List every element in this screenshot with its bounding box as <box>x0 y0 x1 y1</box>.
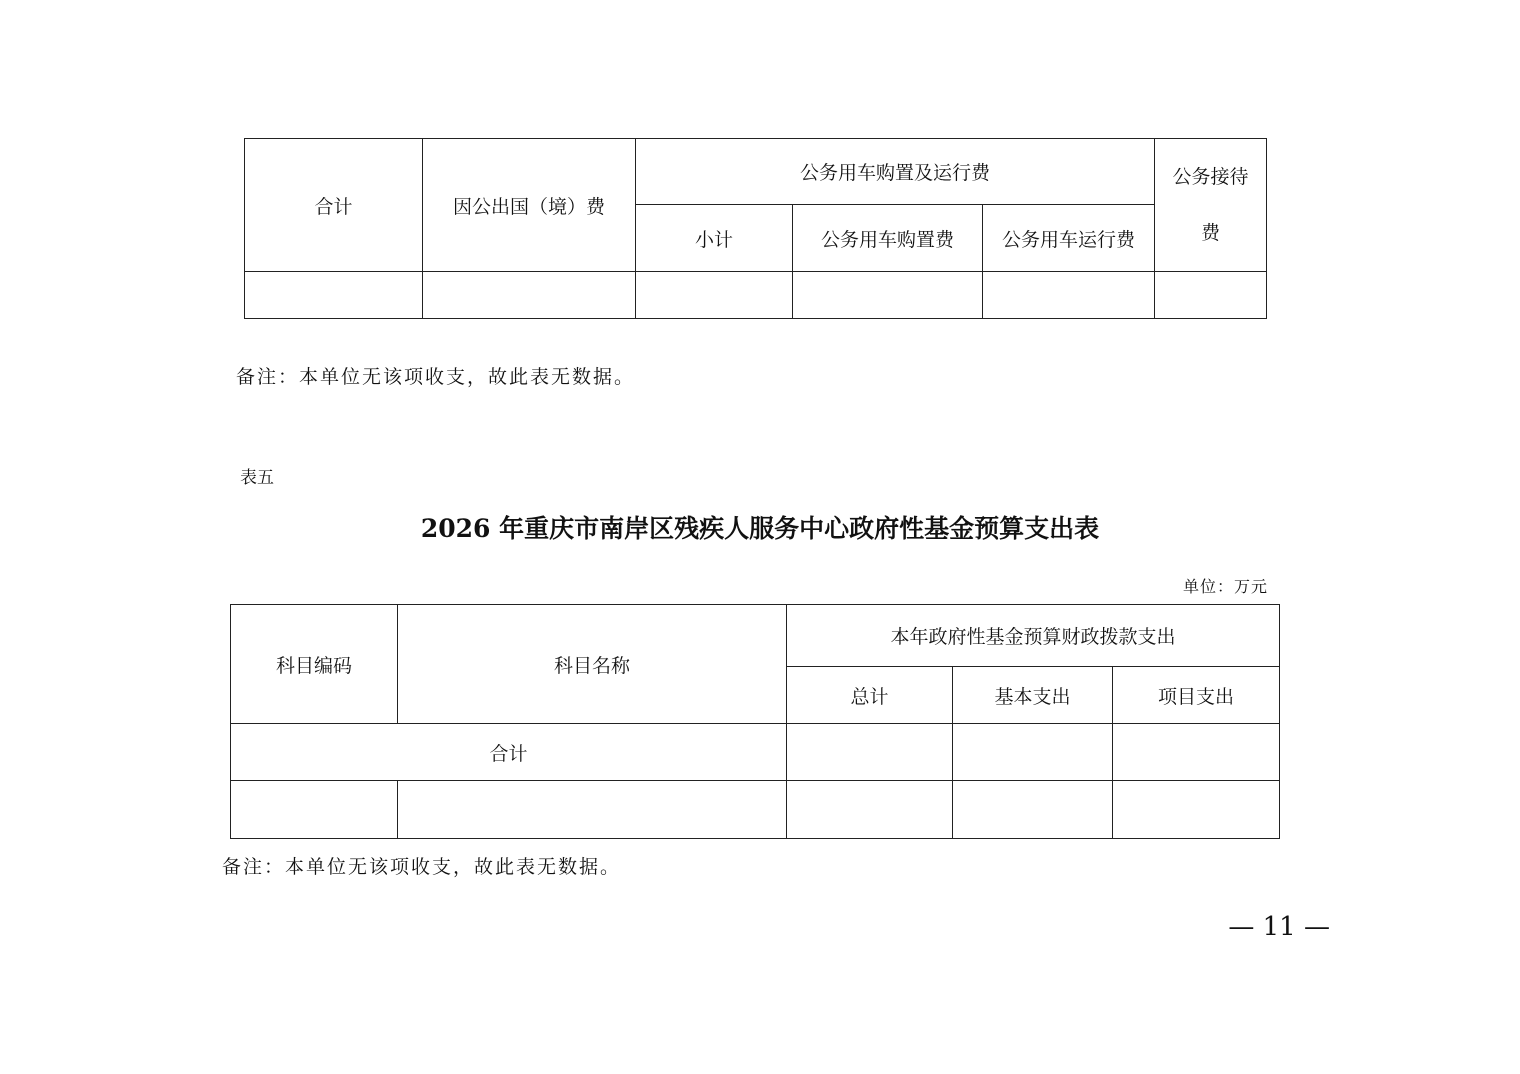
total-row <box>231 724 1280 781</box>
header-subtotal: 小计 <box>636 205 793 272</box>
table-cell <box>787 781 953 839</box>
government-fund-budget-table <box>230 604 1280 839</box>
table-cell <box>1113 724 1280 781</box>
table-title: 2026 年重庆市南岸区残疾人服务中心政府性基金预算支出表 <box>420 514 1100 543</box>
table-cell <box>1113 781 1280 839</box>
page-number: — 11 — <box>1228 912 1330 942</box>
table-cell <box>787 724 953 781</box>
header-code: 科目编码 <box>231 605 398 724</box>
table-cell <box>636 272 793 319</box>
table-row <box>231 781 1280 839</box>
header-vehicle-operation: 公务用车运行费 <box>983 205 1155 272</box>
total-row-label: 合计 <box>231 724 787 781</box>
table-cell <box>423 272 636 319</box>
header-group: 本年政府性基金预算财政拨款支出 <box>787 605 1280 667</box>
table-cell <box>983 272 1155 319</box>
header-reception <box>1155 139 1267 272</box>
table-label: 表五 <box>240 468 274 488</box>
unit-label: 单位：万元 <box>1182 577 1268 596</box>
table-cell <box>398 781 787 839</box>
table-cell <box>953 781 1113 839</box>
note-2: 备注：本单位无该项收支，故此表无数据。 <box>222 856 622 878</box>
header-vehicle-purchase: 公务用车购置费 <box>793 205 983 272</box>
header-total: 合计 <box>245 139 423 272</box>
note-1: 备注：本单位无该项收支，故此表无数据。 <box>236 366 636 388</box>
table-cell <box>953 724 1113 781</box>
header-project: 项目支出 <box>1113 667 1280 724</box>
header-outbound-travel: 因公出国（境）费 <box>423 139 636 272</box>
table-cell <box>793 272 983 319</box>
table-cell <box>231 781 398 839</box>
header-name: 科目名称 <box>398 605 787 724</box>
header-reception-line2: 费 <box>1200 222 1220 244</box>
header-grand-total: 总计 <box>787 667 953 724</box>
header-reception-line1: 公务接待 <box>1172 166 1249 188</box>
table-cell <box>1155 272 1267 319</box>
table-cell <box>245 272 423 319</box>
three-public-expenses-table <box>244 138 1267 319</box>
header-basic: 基本支出 <box>953 667 1113 724</box>
table-row <box>245 272 1267 319</box>
header-vehicle-group: 公务用车购置及运行费 <box>636 139 1155 205</box>
